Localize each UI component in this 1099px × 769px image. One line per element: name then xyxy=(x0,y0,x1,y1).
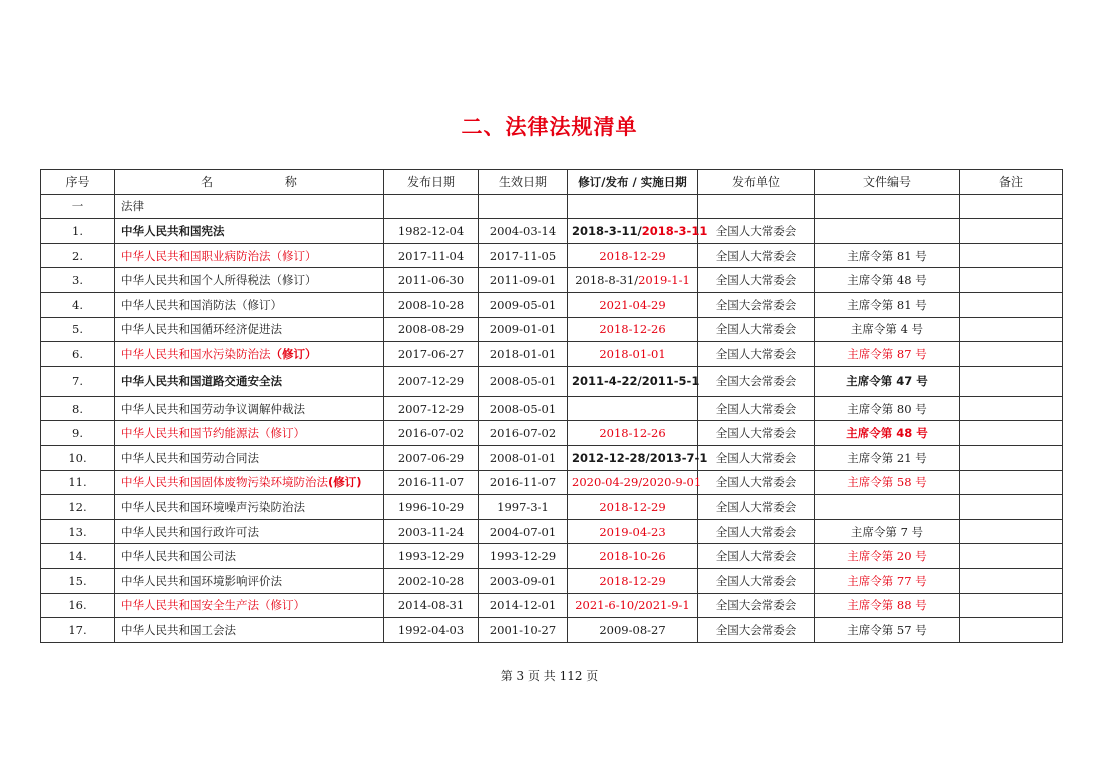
publish-date: 2016-11-07 xyxy=(397,475,465,490)
seq-text: 8. xyxy=(72,401,83,416)
row-revision-date xyxy=(568,618,698,643)
row-doc-number xyxy=(815,544,960,569)
row-name xyxy=(115,396,384,421)
row-seq xyxy=(41,366,115,396)
header-remarks: 备注 xyxy=(960,170,1063,195)
effective-date: 2004-07-01 xyxy=(489,524,557,539)
doc-number: 主席令第 20 号 xyxy=(847,549,927,564)
row-issuer xyxy=(698,219,815,244)
row-seq xyxy=(41,544,115,569)
law-name: 中华人民共和国公司法 xyxy=(121,549,236,564)
row-doc-number xyxy=(815,219,960,244)
row-seq xyxy=(41,519,115,544)
row-effective-date xyxy=(479,219,568,244)
row-name xyxy=(115,495,384,520)
law-name: 中华人民共和国个人所得税法（修订） xyxy=(121,273,317,288)
publish-date: 2011-06-30 xyxy=(397,273,465,288)
seq-text: 6. xyxy=(72,346,83,361)
row-effective-date xyxy=(479,470,568,495)
doc-number: 主席令第 21 号 xyxy=(847,450,927,465)
row-issuer xyxy=(698,519,815,544)
seq-text: 1. xyxy=(72,223,83,238)
row-effective-date xyxy=(479,268,568,293)
revision-date: 2018-3-11/ xyxy=(572,223,642,238)
row-revision-date xyxy=(568,421,698,446)
row-remarks xyxy=(960,292,1063,317)
row-name xyxy=(115,421,384,446)
row-publish-date xyxy=(384,618,479,643)
row-doc-number xyxy=(815,618,960,643)
effective-date: 1993-12-29 xyxy=(489,549,557,564)
issuer: 全国人大常委会 xyxy=(715,475,797,490)
publish-date: 2016-07-02 xyxy=(397,426,465,441)
issuer: 全国人大常委会 xyxy=(715,573,797,588)
law-name-suffix: （修订） xyxy=(270,346,317,361)
row-revision-date xyxy=(568,292,698,317)
issuer: 全国大会常委会 xyxy=(715,374,797,389)
row-effective-date xyxy=(479,342,568,367)
row-publish-date xyxy=(384,544,479,569)
seq-text: 15. xyxy=(68,573,87,588)
table-row xyxy=(41,219,1063,244)
row-effective-date xyxy=(479,544,568,569)
page-title: 二、法律法规清单 xyxy=(461,115,638,139)
seq-text: 9. xyxy=(72,426,83,441)
row-remarks xyxy=(960,618,1063,643)
table-row xyxy=(41,366,1063,396)
row-publish-date xyxy=(384,292,479,317)
revision-date-highlight: 2018-3-11 xyxy=(641,223,708,238)
seq-text: 16. xyxy=(68,598,87,613)
issuer: 全国人大常委会 xyxy=(715,549,797,564)
doc-number: 主席令第 88 号 xyxy=(847,598,927,613)
row-issuer xyxy=(698,317,815,342)
row-remarks xyxy=(960,366,1063,396)
row-seq xyxy=(41,445,115,470)
publish-date: 2007-12-29 xyxy=(397,401,465,416)
issuer: 全国人大常委会 xyxy=(715,450,797,465)
row-effective-date xyxy=(479,445,568,470)
row-remarks xyxy=(960,268,1063,293)
revision-date-highlight: 2018-12-26 xyxy=(599,322,666,337)
row-revision-date xyxy=(568,445,708,470)
header-doc-number: 文件编号 xyxy=(815,170,960,195)
row-remarks xyxy=(960,317,1063,342)
row-publish-date xyxy=(384,243,479,268)
law-name: 中华人民共和国环境噪声污染防治法 xyxy=(121,499,305,514)
row-publish-date xyxy=(384,445,479,470)
effective-date: 2004-03-14 xyxy=(489,223,557,238)
seq-text: 13. xyxy=(68,524,87,539)
table-row xyxy=(41,568,1063,593)
issuer: 全国人大常委会 xyxy=(715,346,797,361)
effective-date: 2016-07-02 xyxy=(489,426,557,441)
row-doc-number xyxy=(815,470,960,495)
row-publish-date xyxy=(384,366,479,396)
row-name xyxy=(115,317,384,342)
table-row xyxy=(41,470,1063,495)
revision-date-highlight: 2021-04-29 xyxy=(599,297,666,312)
revision-date-highlight: 2020-04-29/2020-9-01 xyxy=(572,475,702,490)
row-remarks xyxy=(960,219,1063,244)
revision-date-highlight: 2018-12-29 xyxy=(599,573,666,588)
row-name xyxy=(115,568,384,593)
row-revision-date xyxy=(568,366,698,396)
row-doc-number xyxy=(815,519,960,544)
row-effective-date xyxy=(479,396,568,421)
row-remarks xyxy=(960,544,1063,569)
seq-text: 11. xyxy=(68,475,87,490)
row-name xyxy=(115,593,384,618)
table-row xyxy=(41,317,1063,342)
effective-date: 2008-01-01 xyxy=(489,450,557,465)
table-row xyxy=(41,593,1063,618)
row-seq xyxy=(41,470,115,495)
table-row xyxy=(41,519,1063,544)
row-effective-date xyxy=(479,421,568,446)
revision-date-highlight: 2018-01-01 xyxy=(599,346,666,361)
row-revision-date xyxy=(568,219,708,244)
row-seq xyxy=(41,268,115,293)
row-effective-date xyxy=(479,366,568,396)
row-name xyxy=(115,519,384,544)
doc-number: 主席令第 48 号 xyxy=(846,426,928,441)
row-revision-date xyxy=(568,342,698,367)
publish-date: 2008-10-28 xyxy=(397,297,465,312)
effective-date: 2018-01-01 xyxy=(489,346,557,361)
issuer: 全国大会常委会 xyxy=(715,297,797,312)
row-revision-date xyxy=(568,317,698,342)
row-effective-date xyxy=(479,618,568,643)
row-revision-date xyxy=(568,470,702,495)
row-issuer xyxy=(698,495,815,520)
row-doc-number xyxy=(815,495,960,520)
row-publish-date xyxy=(384,519,479,544)
section-name: 法律 xyxy=(115,194,384,219)
doc-number: 主席令第 4 号 xyxy=(850,322,924,337)
law-name: 中华人民共和国安全生产法（修订） xyxy=(121,598,305,613)
doc-number: 主席令第 58 号 xyxy=(847,475,927,490)
issuer: 全国人大常委会 xyxy=(715,273,797,288)
row-remarks xyxy=(960,495,1063,520)
effective-date: 2009-05-01 xyxy=(489,297,557,312)
row-doc-number xyxy=(815,292,960,317)
publish-date: 2008-08-29 xyxy=(397,322,465,337)
row-remarks xyxy=(960,342,1063,367)
publish-date: 2017-06-27 xyxy=(397,346,465,361)
row-remarks xyxy=(960,243,1063,268)
row-name xyxy=(115,544,384,569)
doc-number: 主席令第 47 号 xyxy=(846,374,928,389)
effective-date: 2017-11-05 xyxy=(489,248,557,263)
header-revision-date: 修订/发布 / 实施日期 xyxy=(568,170,698,195)
row-name xyxy=(115,219,384,244)
issuer: 全国大会常委会 xyxy=(715,622,797,637)
row-name xyxy=(115,292,384,317)
row-publish-date xyxy=(384,396,479,421)
revision-date-highlight: 2019-1-1 xyxy=(638,273,690,288)
row-publish-date xyxy=(384,421,479,446)
row-issuer xyxy=(698,470,815,495)
row-revision-date xyxy=(568,568,698,593)
row-remarks xyxy=(960,445,1063,470)
revision-date: 2009-08-27 xyxy=(599,622,666,637)
row-issuer xyxy=(698,366,815,396)
seq-text: 10. xyxy=(68,450,87,465)
row-name xyxy=(115,445,384,470)
header-publish-date: 发布日期 xyxy=(384,170,479,195)
law-name: 中华人民共和国职业病防治法（修订） xyxy=(121,248,317,263)
effective-date: 2016-11-07 xyxy=(489,475,557,490)
header-effective-date: 生效日期 xyxy=(479,170,568,195)
effective-date: 2008-05-01 xyxy=(489,374,557,389)
row-doc-number xyxy=(815,396,960,421)
row-effective-date xyxy=(479,495,568,520)
law-name: 中华人民共和国道路交通安全法 xyxy=(121,374,282,389)
row-effective-date xyxy=(479,317,568,342)
row-effective-date xyxy=(479,243,568,268)
doc-number: 主席令第 81 号 xyxy=(847,297,927,312)
row-issuer xyxy=(698,268,815,293)
header-name xyxy=(115,170,384,195)
row-seq xyxy=(41,495,115,520)
row-seq xyxy=(41,342,115,367)
table-row xyxy=(41,268,1063,293)
doc-number: 主席令第 81 号 xyxy=(847,248,927,263)
row-publish-date xyxy=(384,219,479,244)
seq-text: 2. xyxy=(72,248,83,263)
effective-date: 2009-01-01 xyxy=(489,322,557,337)
row-remarks xyxy=(960,568,1063,593)
seq-text: 7. xyxy=(72,374,83,389)
publish-date: 2007-12-29 xyxy=(397,374,465,389)
row-seq xyxy=(41,618,115,643)
row-effective-date xyxy=(479,593,568,618)
issuer: 全国人大常委会 xyxy=(715,524,797,539)
publish-date: 2014-08-31 xyxy=(397,598,465,613)
row-seq xyxy=(41,243,115,268)
row-seq xyxy=(41,568,115,593)
revision-date: 2018-8-31/ xyxy=(575,273,639,288)
revision-date-highlight: 2018-12-26 xyxy=(599,426,666,441)
row-name xyxy=(115,366,384,396)
seq-text: 17. xyxy=(68,622,87,637)
row-name xyxy=(115,342,384,367)
doc-number: 主席令第 77 号 xyxy=(847,573,927,588)
seq-text: 3. xyxy=(72,273,83,288)
revision-date-highlight: 2018-12-29 xyxy=(599,248,666,263)
table-row xyxy=(41,292,1063,317)
row-revision-date xyxy=(568,396,698,421)
row-revision-date xyxy=(568,243,698,268)
law-name: 中华人民共和国节约能源法（修订） xyxy=(121,426,305,441)
law-name: 中华人民共和国行政许可法 xyxy=(121,524,259,539)
publish-date: 2007-06-29 xyxy=(397,450,465,465)
row-publish-date xyxy=(384,342,479,367)
publish-date: 1982-12-04 xyxy=(397,223,465,238)
table-row xyxy=(41,495,1063,520)
row-seq xyxy=(41,421,115,446)
publish-date: 2002-10-28 xyxy=(397,573,465,588)
row-revision-date xyxy=(568,593,698,618)
issuer: 全国人大常委会 xyxy=(715,322,797,337)
revision-date-highlight: 2021-6-10/2021-9-1 xyxy=(575,598,690,613)
row-name xyxy=(115,243,384,268)
row-revision-date xyxy=(568,544,698,569)
law-name: 中华人民共和国循环经济促进法 xyxy=(121,322,282,337)
law-name: 中华人民共和国劳动合同法 xyxy=(121,450,259,465)
row-remarks xyxy=(960,470,1063,495)
row-issuer xyxy=(698,445,815,470)
row-publish-date xyxy=(384,495,479,520)
issuer: 全国人大常委会 xyxy=(715,401,797,416)
row-doc-number xyxy=(815,268,960,293)
header-issuer: 发布单位 xyxy=(698,170,815,195)
row-doc-number xyxy=(815,317,960,342)
effective-date: 2003-09-01 xyxy=(489,573,557,588)
row-issuer xyxy=(698,593,815,618)
row-revision-date xyxy=(568,519,698,544)
row-issuer xyxy=(698,396,815,421)
table-row xyxy=(41,618,1063,643)
issuer: 全国人大常委会 xyxy=(715,248,797,263)
row-issuer xyxy=(698,568,815,593)
doc-number: 主席令第 57 号 xyxy=(847,622,927,637)
revision-date-highlight: 2018-10-26 xyxy=(599,549,666,564)
row-revision-date xyxy=(568,268,698,293)
row-seq xyxy=(41,292,115,317)
table-row xyxy=(41,544,1063,569)
publish-date: 2003-11-24 xyxy=(397,524,465,539)
law-table xyxy=(40,169,1063,643)
effective-date: 2001-10-27 xyxy=(489,622,557,637)
issuer: 全国人大常委会 xyxy=(715,499,797,514)
row-remarks xyxy=(960,396,1063,421)
seq-text: 14. xyxy=(68,549,87,564)
row-seq xyxy=(41,396,115,421)
page-footer: 第 3 页 共 112 页 xyxy=(500,669,599,683)
effective-date: 1997-3-1 xyxy=(497,499,549,514)
effective-date: 2011-09-01 xyxy=(489,273,557,288)
table-row xyxy=(41,445,1063,470)
header-row xyxy=(41,170,1063,195)
row-seq xyxy=(41,593,115,618)
seq-text: 12. xyxy=(68,499,87,514)
publish-date: 1996-10-29 xyxy=(397,499,465,514)
doc-number: 主席令第 7 号 xyxy=(850,524,924,539)
row-revision-date xyxy=(568,495,698,520)
row-remarks xyxy=(960,593,1063,618)
revision-date-highlight: 2019-04-23 xyxy=(599,524,666,539)
issuer: 全国大会常委会 xyxy=(715,598,797,613)
row-name xyxy=(115,268,384,293)
row-remarks xyxy=(960,519,1063,544)
doc-number: 主席令第 48 号 xyxy=(847,273,927,288)
law-name-suffix: (修订) xyxy=(328,475,362,490)
row-remarks xyxy=(960,421,1063,446)
row-issuer xyxy=(698,544,815,569)
table-row xyxy=(41,243,1063,268)
section-row xyxy=(41,194,1063,219)
row-doc-number xyxy=(815,445,960,470)
law-name: 中华人民共和国固体废物污染环境防治法 xyxy=(121,475,328,490)
row-publish-date xyxy=(384,568,479,593)
law-name: 中华人民共和国宪法 xyxy=(121,223,225,238)
row-name xyxy=(115,470,384,495)
doc-number: 主席令第 87 号 xyxy=(847,346,927,361)
header-seq: 序号 xyxy=(41,170,115,195)
effective-date: 2014-12-01 xyxy=(489,598,557,613)
law-name: 中华人民共和国劳动争议调解仲裁法 xyxy=(121,401,305,416)
law-name: 中华人民共和国工会法 xyxy=(121,622,236,637)
row-publish-date xyxy=(384,593,479,618)
row-effective-date xyxy=(479,519,568,544)
row-publish-date xyxy=(384,317,479,342)
row-publish-date xyxy=(384,268,479,293)
law-name: 中华人民共和国水污染防治法 xyxy=(121,346,271,361)
row-effective-date xyxy=(479,292,568,317)
section-seq: 一 xyxy=(41,194,115,219)
revision-date-highlight: 2018-12-29 xyxy=(599,499,666,514)
publish-date: 2017-11-04 xyxy=(397,248,465,263)
publish-date: 1992-04-03 xyxy=(397,622,465,637)
row-seq xyxy=(41,219,115,244)
law-name: 中华人民共和国环境影响评价法 xyxy=(121,573,282,588)
issuer: 全国人大常委会 xyxy=(715,426,797,441)
row-issuer xyxy=(698,618,815,643)
table-row xyxy=(41,396,1063,421)
row-issuer xyxy=(698,243,815,268)
row-doc-number xyxy=(815,243,960,268)
header-name-part-2: 称 xyxy=(284,175,297,190)
row-doc-number xyxy=(815,568,960,593)
revision-date: 2011-4-22/2011-5-1 xyxy=(572,374,700,389)
row-doc-number xyxy=(815,421,960,446)
law-name: 中华人民共和国消防法（修订） xyxy=(121,297,282,312)
effective-date: 2008-05-01 xyxy=(489,401,557,416)
row-doc-number xyxy=(815,342,960,367)
row-effective-date xyxy=(479,568,568,593)
doc-number: 主席令第 80 号 xyxy=(847,401,927,416)
table-row xyxy=(41,421,1063,446)
header-name-part-1: 名 xyxy=(201,175,214,190)
row-issuer xyxy=(698,292,815,317)
row-doc-number xyxy=(815,366,960,396)
row-issuer xyxy=(698,342,815,367)
row-issuer xyxy=(698,421,815,446)
seq-text: 4. xyxy=(72,297,83,312)
row-doc-number xyxy=(815,593,960,618)
row-name xyxy=(115,618,384,643)
table-row xyxy=(41,342,1063,367)
seq-text: 5. xyxy=(72,322,83,337)
revision-date: 2012-12-28/2013-7-1 xyxy=(572,450,708,465)
issuer: 全国人大常委会 xyxy=(715,223,797,238)
publish-date: 1993-12-29 xyxy=(397,549,465,564)
row-publish-date xyxy=(384,470,479,495)
row-seq xyxy=(41,317,115,342)
